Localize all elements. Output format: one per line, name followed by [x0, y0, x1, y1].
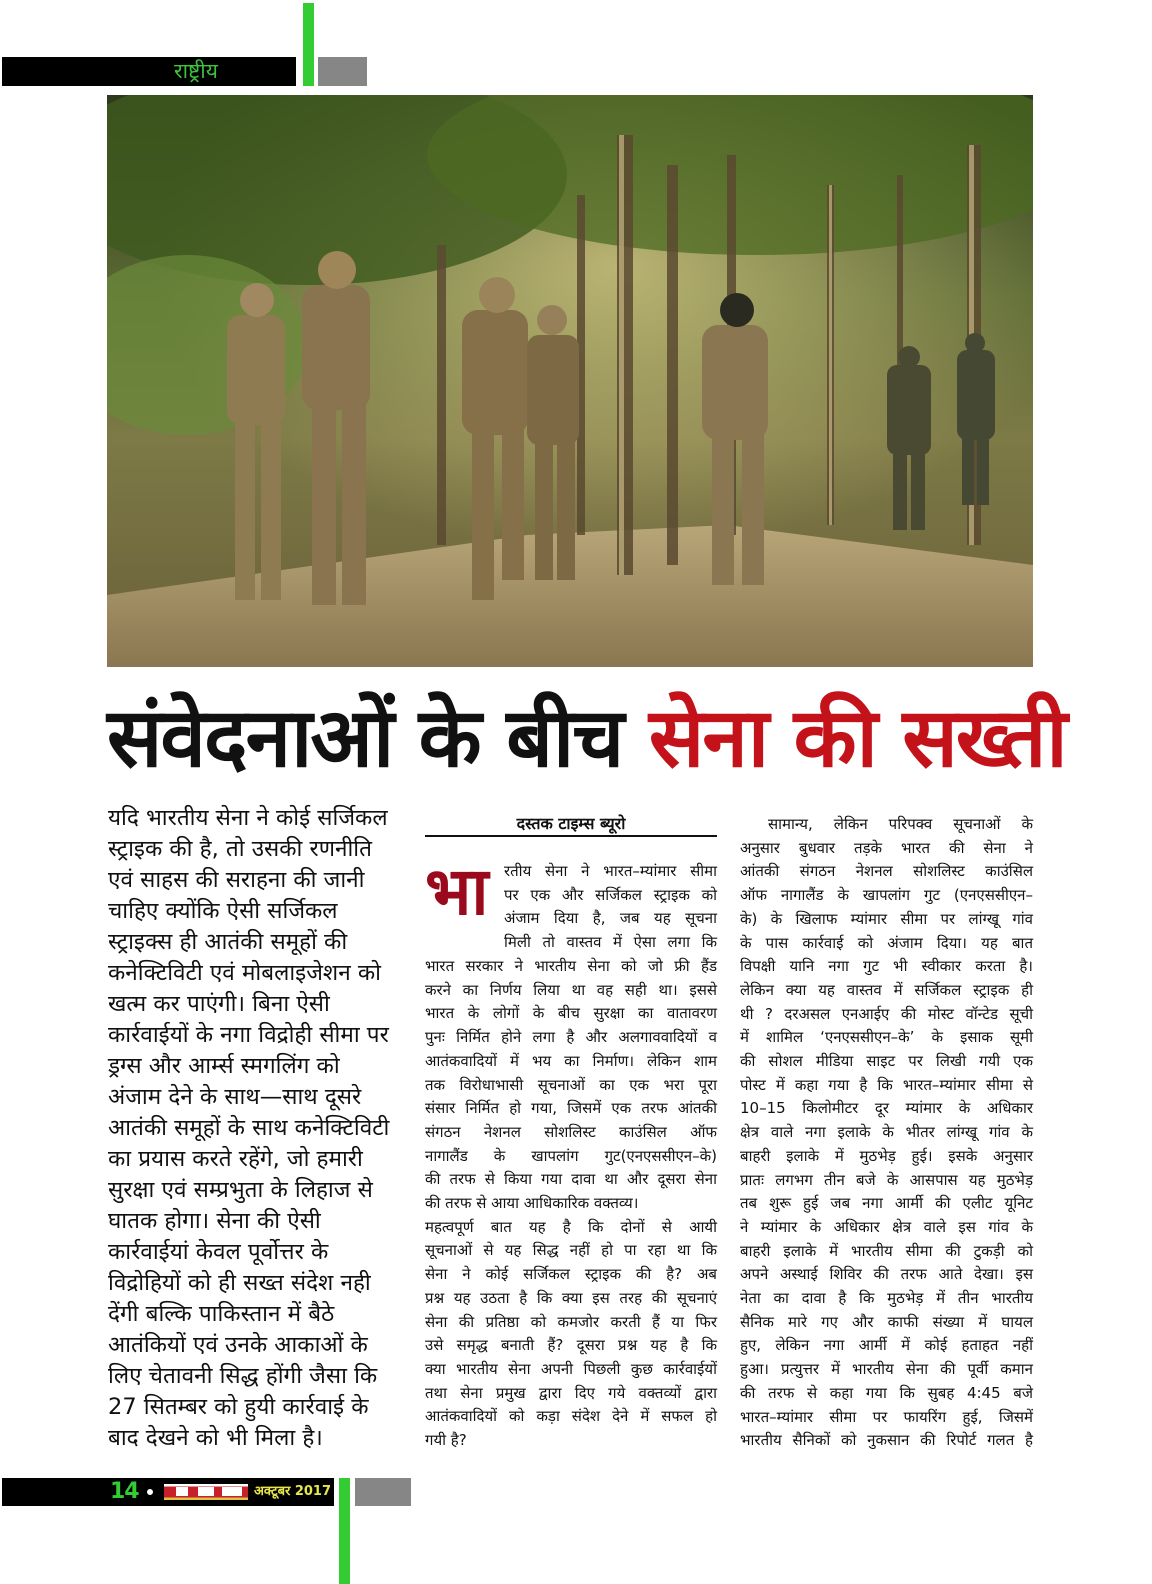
text-line: प्रश्न यह उठता है कि क्या इस तरह की सूचनाएं	[425, 1288, 717, 1307]
text-line: सामान्य, लेकिन परिपक्व सूचनाओं के	[768, 815, 1033, 833]
text-line: कार्रवाईयों के नगा विद्रोही सीमा पर	[108, 1022, 389, 1048]
headline	[107, 684, 1066, 794]
text-line: पर एक और सर्जिकल स्ट्राइक को	[504, 885, 717, 904]
issue-date: अक्टूबर 2017	[254, 1484, 332, 1499]
text-line: आंतकी संगठन नेशनल सोशलिस्ट काउंसिल	[740, 862, 1033, 881]
headline-red: सेना की सख्ती	[648, 691, 1066, 786]
text-line: आतंकी समूहों के साथ कनेक्टिविटी	[108, 1115, 390, 1141]
text-line: करने का निर्णय लिया था वह सही था। इससे	[425, 980, 717, 999]
text-line: तथा सेना प्रमुख द्वारा दिए गये वक्तव्यों द्वारा	[425, 1383, 717, 1402]
text-line: स्ट्राइक्स ही आतंकी समूहों की	[108, 929, 348, 955]
text-line: अनुसार बुधवार तड़के भारत की सेना ने	[740, 838, 1033, 857]
text-line: कार्रवाईयां केवल पूर्वोत्तर के	[108, 1239, 329, 1265]
text-line: गयी है?	[425, 1431, 467, 1450]
text-line: स्ट्राइक की है, तो उसकी रणनीति	[108, 836, 372, 862]
section-header-bar	[2, 57, 296, 86]
text-line: की तरफ से आया आधिकारिक वक्तव्य।	[425, 1194, 639, 1213]
text-line: विपक्षी यानि नगा गुट भी स्वीकार करता है।	[740, 957, 1033, 976]
text-line: थी ? दरअसल एनआईए की मोस्ट वॉन्टेड सूची	[740, 1004, 1033, 1023]
intro-column	[108, 803, 398, 1454]
text-line: हुए, लेकिन नगा आर्मी में कोई हताहत नहीं	[740, 1336, 1033, 1355]
text-line: मिली तो वास्तव में ऐसा लगा कि	[504, 933, 717, 952]
text-line: के पास कार्रवाई को अंजाम दिया। यह बात	[740, 933, 1033, 952]
text-line: भारतीय सैनिकों को नुकसान की रिपोर्ट गलत है	[740, 1431, 1033, 1450]
text-line: बाद देखने को भी मिला है।	[108, 1425, 323, 1451]
text-line: भारत–म्यांमार सीमा पर फायरिंग हुई, जिसमें	[740, 1407, 1033, 1426]
text-line: भारत सरकार ने भारतीय सेना को जो फ्री हैंड	[425, 957, 717, 975]
text-line: संगठन नेशनल सोशलिस्ट काउंसिल ऑफ	[425, 1122, 717, 1141]
column3-body	[740, 813, 1033, 1453]
photo-illustration	[107, 95, 1033, 667]
text-line: आतंकवादियों में भय का निर्माण। लेकिन शाम	[425, 1051, 717, 1070]
grey-accent-block	[318, 57, 367, 86]
text-line: रतीय सेना ने भारत–म्यांमार सीमा	[504, 862, 717, 880]
text-line: देंगी बल्कि पाकिस्तान में बैठे	[108, 1301, 335, 1327]
text-line: बाहरी इलाके में भारतीय सीमा की टुकड़ी को	[740, 1241, 1033, 1260]
text-line: में शामिल ‘एनएससीएन–के’ के इसाक सूमी	[740, 1028, 1033, 1047]
text-line: कनेक्टिविटी एवं मोबलाइजेशन को	[108, 960, 381, 986]
text-line: नेता का दावा है कि मुठभेड़ में तीन भारतीय	[740, 1289, 1033, 1308]
text-line: क्या भारतीय सेना अपनी पिछली कुछ कार्रवाईयों	[425, 1359, 717, 1378]
text-line: लेकिन क्या यह वास्तव में सर्जिकल स्ट्राइक ही	[740, 980, 1033, 999]
text-line: अपने अस्थाई शिविर की तरफ आते देखा। इस	[740, 1265, 1033, 1284]
text-line: सूचनाओं से यह सिद्ध नहीं हो पा रहा था कि	[425, 1241, 717, 1260]
text-line: भारत के लोगों के बीच सुरक्षा का वातावरण	[425, 1004, 717, 1023]
text-line: ऑफ नागालैंड के खापलांग गुट (एनएससीएन–	[740, 886, 1033, 905]
text-line: का प्रयास करते रहेंगे, जो हमारी	[108, 1146, 363, 1172]
text-line: सेना ने कोई सर्जिकल स्ट्राइक की है? अब	[425, 1265, 717, 1284]
green-accent-bar-footer	[339, 1478, 350, 1584]
soldiers-patrol-photo	[107, 95, 1033, 667]
text-line: हुआ। प्रत्युत्तर में भारतीय सेना की पूर्वी कमान	[740, 1360, 1033, 1379]
text-line: पुनः निर्मित होने लगा है और अलगाववादियों व	[425, 1028, 717, 1047]
text-line: पोस्ट में कहा गया है कि भारत–म्यांमार सीमा से	[740, 1075, 1033, 1094]
text-line: के) के खिलाफ म्यांमार सीमा पर लांग्खू गांव	[740, 909, 1033, 928]
byline-divider	[425, 835, 717, 837]
bullet-icon	[146, 1488, 154, 1496]
text-line: 10–15 किलोमीटर दूर म्यांमार के अधिकार	[740, 1099, 1033, 1118]
text-line: खत्म कर पाएंगी। बिना ऐसी	[108, 991, 330, 1017]
text-line: सैनिक मारे गए और काफी संख्या में घायल	[740, 1312, 1033, 1331]
text-line: सेना की प्रतिष्ठा को कमजोर करती हैं या फिर	[425, 1312, 717, 1331]
grey-accent-block-footer	[355, 1478, 411, 1506]
text-line: महत्वपूर्ण बात यह है कि दोनों से आयी	[425, 1217, 717, 1236]
section-label: राष्ट्रीय	[174, 59, 218, 83]
green-accent-bar	[303, 3, 314, 86]
text-line: की तरफ से किया गया दावा था और दूसरा सेना	[425, 1170, 717, 1189]
page-number: 14	[110, 1479, 139, 1504]
text-line: तब शुरू हुई जब नगा आर्मी की एलीट यूनिट	[740, 1194, 1033, 1213]
text-line: अंजाम दिया है, जब यह सूचना	[504, 909, 717, 928]
text-line: आतंकवादियों को कड़ा संदेश देने में सफल हो	[425, 1407, 717, 1426]
column2-dropcap-lines	[504, 860, 717, 955]
text-line: बाहरी इलाके में मुठभेड़ हुई। इसके अनुसार	[740, 1146, 1033, 1165]
magazine-logo-icon	[164, 1484, 248, 1500]
text-line: आतंकियों एवं उनके आकाओं के	[108, 1332, 368, 1358]
text-line: अंजाम देने के साथ—साथ दूसरे	[108, 1084, 362, 1110]
text-line: संसार निर्मित हो गया, जिसमें एक तरफ आंतकी	[425, 1099, 717, 1118]
text-line: सुरक्षा एवं सम्प्रभुता के लिहाज से	[108, 1177, 373, 1203]
text-line: चाहिए क्योंकि ऐसी सर्जिकल	[108, 898, 338, 924]
text-line: क्षेत्र वाले नगा इलाके के भीतर लांग्खू गांव के	[740, 1123, 1033, 1142]
text-line: एवं साहस की सराहना की जानी	[108, 867, 365, 893]
byline: दस्तक टाइम्स ब्यूरो	[516, 814, 626, 833]
column2-body	[425, 955, 717, 1453]
text-line: घातक होगा। सेना की ऐसी	[108, 1208, 321, 1234]
text-line: की सोशल मीडिया साइट पर लिखी गयी एक	[740, 1052, 1033, 1071]
text-line: विद्रोहियों को ही सख्त संदेश नही	[108, 1270, 371, 1296]
text-line: प्रातः लगभग तीन बजे के आसपास यह मुठभेड़	[740, 1170, 1033, 1189]
footer-bar	[2, 1478, 334, 1506]
text-line: तक विरोधाभासी सूचनाओं का एक भरा पूरा	[425, 1075, 717, 1094]
text-line: लिए चेतावनी सिद्ध होंगी जैसा कि	[108, 1363, 378, 1389]
text-line: ने म्यांमार के अधिकार क्षेत्र वाले इस गांव के	[740, 1217, 1033, 1236]
headline-black: संवेदनाओं के बीच	[107, 691, 623, 786]
text-line: 27 सितम्बर को हुयी कार्रवाई के	[108, 1394, 369, 1420]
text-line: नागालैंड के खापलांग गुट(एनएससीएन–के)	[425, 1146, 717, 1165]
drop-cap: भा	[425, 853, 485, 930]
text-line: उसे समृद्ध बनाती हैं? दूसरा प्रश्न यह है कि	[425, 1336, 717, 1355]
text-line: ड्रग्स और आर्म्स स्मगलिंग को	[108, 1053, 340, 1079]
text-line: यदि भारतीय सेना ने कोई सर्जिकल	[108, 805, 388, 831]
text-line: की तरफ से कहा गया कि सुबह 4:45 बजे	[740, 1383, 1033, 1402]
